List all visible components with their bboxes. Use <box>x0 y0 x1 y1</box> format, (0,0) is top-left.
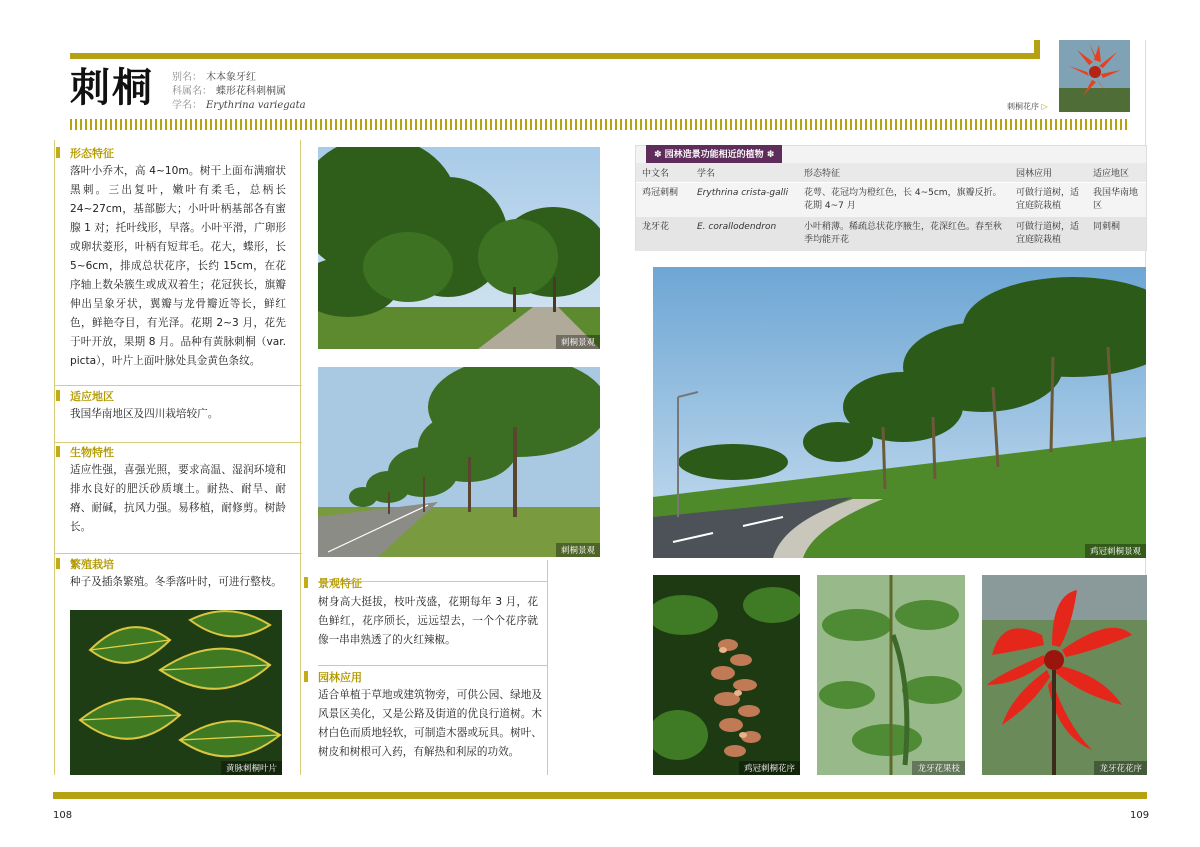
family-value: 蝶形花科刺桐属 <box>216 86 286 97</box>
footer-bar <box>53 792 1147 799</box>
left-sec-line-2 <box>54 442 302 443</box>
heading-region: 适应地区 <box>56 388 114 404</box>
text-region: 我国华南地区及四川栽培较广。 <box>70 408 219 420</box>
page-number-left: 108 <box>53 810 73 821</box>
sci-row: 学名： Erythrina variegata <box>172 100 306 111</box>
heading-propagation: 繁殖栽培 <box>56 556 114 572</box>
table-cell: 鸡冠刺桐 <box>636 183 691 218</box>
col-header: 形态特征 <box>798 163 1010 183</box>
table-cell: 花萼、花冠均为橙红色，长 4~5cm，旗瓣反折。花期 4~7 月 <box>798 183 1010 218</box>
col-header: 适应地区 <box>1087 163 1146 183</box>
table-row <box>636 217 1146 251</box>
col-header: 中文名 <box>636 163 691 183</box>
header-hatch-divider <box>70 119 1130 130</box>
caption-crista-galli-landscape: 鸡冠刺桐景观 <box>1085 544 1146 558</box>
inflorescence-1-illustration <box>653 575 800 775</box>
heading-garden-use: 园林应用 <box>304 669 362 685</box>
family-row: 科属名： 蝶形花科刺桐属 <box>172 86 286 97</box>
table-cell: 同刺桐 <box>1087 217 1146 251</box>
fruit-branch-illustration <box>817 575 965 775</box>
street-landscape-illustration <box>653 267 1146 558</box>
left-sec-line-1 <box>54 385 302 386</box>
header-bar-corner <box>1034 40 1040 59</box>
table-cell: 龙牙花 <box>636 217 691 251</box>
photo-corallodendron-inflorescence <box>982 575 1147 775</box>
similar-plants-table-box <box>635 145 1147 251</box>
table-cell: 我国华南地区 <box>1087 183 1146 218</box>
text-propagation: 种子及插条繁殖。冬季落叶时，可进行整枝。 <box>70 576 282 588</box>
inflorescence-2-illustration <box>982 575 1147 775</box>
text-landscape-features: 树身高大挺拔，枝叶茂盛，花期每年 3 月，花色鲜红，花序颀长，远远望去，一个个花序就像一串串熟透了的火红辣椒。 <box>318 596 538 646</box>
plant-meta <box>172 71 306 113</box>
text-morphology: 落叶小乔木，高 4~10m。树干上面布满瘤状黑刺。三出复叶，嫩叶有柔毛，总柄长 24~27cm，基部膨大；小叶叶柄基部各有蜜腺 1 对；托叶线形，早落。小叶平滑，广卵形或卵状菱形，叶柄有短茸毛。花大，蝶形，长 5~6cm，排成总状花序，长约 15cm，在花序轴上数朵簇生或成双着生；花冠狭长，旗瓣伸出呈象牙状，翼瓣与龙骨瓣近等长，鲜红色，鲜艳夺目，有光泽。花期 2~3 月，花先于叶开放，果期 8 月。品种有黄脉刺桐（var. picta），叶片上面叶脉处具金黄色条纹。 <box>70 165 286 367</box>
middle-sec-line-2 <box>318 665 548 666</box>
thumb-caption: 刺桐花序 ▷ <box>1007 102 1048 111</box>
table-cell: 小叶稍薄。稀疏总状花序腋生，花深红色。春至秋季均能开花 <box>798 217 1010 251</box>
caption-crista-galli-inflorescence: 鸡冠刺桐花序 <box>739 761 800 775</box>
photo-crista-galli-landscape <box>653 267 1146 558</box>
photo-crista-galli-inflorescence <box>653 575 800 775</box>
table-row <box>636 183 1146 218</box>
table-cell: E. corallodendron <box>691 217 798 251</box>
alias-row: 别名： 木本象牙红 <box>172 72 256 83</box>
page-number-right: 109 <box>1130 810 1150 821</box>
caption-landscape-1: 刺桐景观 <box>556 335 600 349</box>
landscape-2-illustration <box>318 367 600 557</box>
photo-landscape-2 <box>318 367 600 557</box>
caption-corallodendron-fruit-branch: 龙牙花果枝 <box>912 761 965 775</box>
table-header-row <box>636 163 1146 183</box>
heading-biology: 生物特性 <box>56 444 114 460</box>
photo-golden-vein-leaf <box>70 610 282 775</box>
table-cell: 可做行道树，适宜庭院栽植 <box>1010 217 1087 251</box>
thumb-photo <box>1059 40 1130 112</box>
header-bar <box>70 53 1040 59</box>
left-column-line <box>300 140 301 775</box>
caption-corallodendron-inflorescence: 龙牙花花序 <box>1094 761 1147 775</box>
table-title: ✽ 园林造景功能相近的植物 ✽ <box>646 145 782 163</box>
sci-name: Erythrina variegata <box>206 100 306 111</box>
heading-morphology: 形态特征 <box>56 145 114 161</box>
heading-landscape-features: 景观特征 <box>304 575 362 591</box>
col-header: 学名 <box>691 163 798 183</box>
text-biology: 适应性强，喜强光照，要求高温、湿润环境和排水良好的肥沃砂质壤土。耐热、耐旱、耐瘠、耐碱，抗风力强。易移植，耐修剪。树龄长。 <box>70 464 286 533</box>
table-cell: Erythrina crista-galli <box>691 183 798 218</box>
middle-column-line <box>547 560 548 775</box>
photo-corallodendron-fruit-branch <box>817 575 965 775</box>
alias-value: 木本象牙红 <box>206 72 256 83</box>
photo-landscape-1 <box>318 147 600 349</box>
similar-plants-table <box>636 163 1146 251</box>
table-cell: 可做行道树，适宜庭院栽植 <box>1010 183 1087 218</box>
text-garden-use: 适合单植于草地或建筑物旁，可供公园、绿地及风景区美化，又是公路及街道的优良行道树。木材白色而质地轻软，可制造木器或玩具。树叶、树皮和树根可入药，有解热和利尿的功效。 <box>318 689 542 758</box>
col-header: 园林应用 <box>1010 163 1087 183</box>
page-title: 刺桐 <box>70 65 154 111</box>
landscape-1-illustration <box>318 147 600 349</box>
caption-landscape-2: 刺桐景观 <box>556 543 600 557</box>
caption-golden-vein-leaf: 黄脉刺桐叶片 <box>221 761 282 775</box>
thumb-flower-illustration <box>1059 40 1130 112</box>
left-sec-line-3 <box>54 553 302 554</box>
left-edge-line <box>54 140 55 775</box>
leaf-illustration <box>70 610 282 775</box>
